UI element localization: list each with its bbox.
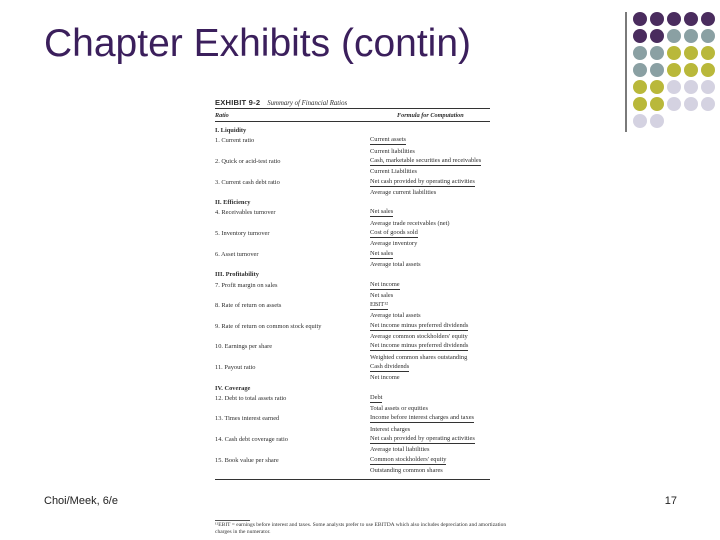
ratio-row [215,147,490,157]
ratio-name: 2. Quick or acid-test ratio [215,157,281,165]
section-heading-row [215,270,490,280]
decorative-dot [633,29,647,43]
ratio-name: 5. Inventory turnover [215,230,270,237]
ratio-row [215,219,490,229]
decorative-dot [633,97,647,111]
decorative-dot-grid [633,12,719,128]
decorative-dot [650,114,664,128]
footnote-rule [215,520,250,521]
ratio-row [215,136,490,146]
ratio-row [215,291,490,301]
formula-denominator: Average current liabilities [370,188,437,196]
ratio-name: 9. Rate of return on common stock equity [215,322,322,330]
decorative-dot [701,29,715,43]
column-header-formula: Formula for Computation [397,112,464,119]
ratio-row [215,394,490,404]
formula-denominator: Average trade receivables (net) [370,219,450,227]
footer-citation: Choi/Meek, 6/e [44,495,118,507]
ratio-row [215,466,490,476]
section-heading-row [215,384,490,394]
formula-denominator: Outstanding common shares [370,466,443,474]
decorative-dot [684,97,698,111]
decorative-dot [701,12,715,26]
ratio-row [215,311,490,321]
ratio-name: 13. Times interest earned [215,415,280,423]
decorative-divider [625,12,627,132]
ratio-row [215,425,490,435]
formula-denominator: Current Liabilities [370,168,418,176]
page-number: 17 [664,495,677,507]
formula-denominator: Average total liabilities [370,446,430,454]
slide-title: Chapter Exhibits (contin) [44,22,472,65]
formula-denominator: Average inventory [370,240,418,248]
ratio-row [215,342,490,352]
formula-denominator: Net sales [370,291,394,299]
decorative-dot [684,80,698,94]
header-rule [215,108,490,109]
section-heading: II. Efficiency [215,199,251,207]
formula-numerator: Cash, marketable securities and receivables [370,156,482,164]
ratio-row [215,404,490,414]
formula-denominator: Weighted common shares outstanding [370,353,468,361]
decorative-dot [684,29,698,43]
ratio-row [215,167,490,177]
ratio-name: 11. Payout ratio [215,363,256,371]
decorative-dot [650,46,664,60]
ratio-row [215,208,490,218]
exhibit-footnote: ¹²EBIT = earnings before interest and taxes. Some analysts prefer to use EBITDA which also includes depreciation and amortization charges in the numerator. [215,522,507,535]
ratio-row [215,445,490,455]
formula-numerator: Net income [370,280,400,288]
decorative-dot [667,12,681,26]
section-heading-row [215,198,490,208]
decorative-dot [650,97,664,111]
decorative-dot [633,46,647,60]
decorative-dot [633,63,647,77]
ratio-name: 6. Asset turnover [215,250,259,258]
column-header-rule [215,121,490,122]
formula-numerator: Debt [370,393,383,401]
decorative-dot [667,97,681,111]
ratio-row [215,363,490,373]
ratio-name: 10. Earnings per share [215,343,273,351]
decorative-dot [667,80,681,94]
decorative-dot [650,80,664,94]
formula-numerator: Common stockholders' equity [370,455,447,463]
ratio-row [215,456,490,466]
ratio-row [215,260,490,270]
formula-denominator: Current liabilities [370,147,415,155]
formula-numerator: Current assets [370,136,407,144]
decorative-dot [650,12,664,26]
decorative-dot [633,12,647,26]
bottom-rule [215,479,490,480]
ratio-row [215,301,490,311]
ratio-name: 8. Rate of return on assets [215,302,282,310]
decorative-dot [684,12,698,26]
ratio-row [215,373,490,383]
ratio-row [215,157,490,167]
formula-denominator: Total assets or equities [370,405,428,413]
formula-numerator: Cost of goods sold [370,229,418,236]
formula-numerator: Income before interest charges and taxes [370,414,475,422]
exhibit-label: EXHIBIT 9-2 [215,98,261,107]
decorative-dot [667,29,681,43]
ratio-row [215,178,490,188]
decorative-dot [684,46,698,60]
decorative-dot [667,63,681,77]
section-heading: IV. Coverage [215,384,251,392]
decorative-dot [701,80,715,94]
formula-numerator: Net sales [370,249,394,257]
ratio-row [215,281,490,291]
formula-numerator: Net cash provided by operating activities [370,435,475,442]
decorative-dot [650,63,664,77]
ratio-row [215,239,490,249]
ratio-name: 7. Profit margin on sales [215,281,278,289]
ratio-name: 15. Book value per share [215,456,279,464]
decorative-dot [667,46,681,60]
ratio-row [215,188,490,198]
exhibit-table [215,98,490,482]
formula-numerator: Cash dividends [370,362,410,370]
formula-denominator: Interest charges [370,425,411,433]
section-heading-row [215,126,490,136]
ratio-name: 3. Current cash debt ratio [215,178,280,186]
ratio-name: 12. Debt to total assets ratio [215,394,287,402]
formula-numerator: Net income minus preferred dividends [370,342,469,350]
exhibit-subtitle: Summary of Financial Ratios [267,100,348,107]
formula-numerator: Net sales [370,208,394,216]
ratio-row [215,322,490,332]
formula-denominator: Average total assets [370,312,421,320]
ratio-row [215,435,490,445]
section-heading: I. Liquidity [215,127,247,134]
section-heading: III. Profitability [215,271,259,279]
formula-numerator: EBIT¹² [370,301,389,309]
decorative-dot [633,114,647,128]
decorative-dot [701,63,715,77]
formula-denominator: Net income [370,374,400,382]
ratio-name: 14. Cash debt coverage ratio [215,436,288,443]
exhibit-header [215,98,347,107]
formula-numerator: Net cash provided by operating activities [370,177,475,185]
decorative-dot [701,97,715,111]
ratio-row [215,332,490,342]
formula-numerator: Net income minus preferred dividends [370,321,469,329]
column-header-ratio: Ratio [215,112,229,119]
ratio-name: 1. Current ratio [215,137,255,145]
formula-denominator: Average total assets [370,260,421,268]
ratio-row [215,353,490,363]
ratio-row [215,250,490,260]
decorative-dot [650,29,664,43]
ratio-row [215,229,490,239]
formula-denominator: Average common stockholders' equity [370,333,468,340]
ratio-row [215,414,490,424]
decorative-dot [684,63,698,77]
decorative-dot [633,80,647,94]
ratio-name: 4. Receivables turnover [215,209,276,217]
decorative-dot [701,46,715,60]
